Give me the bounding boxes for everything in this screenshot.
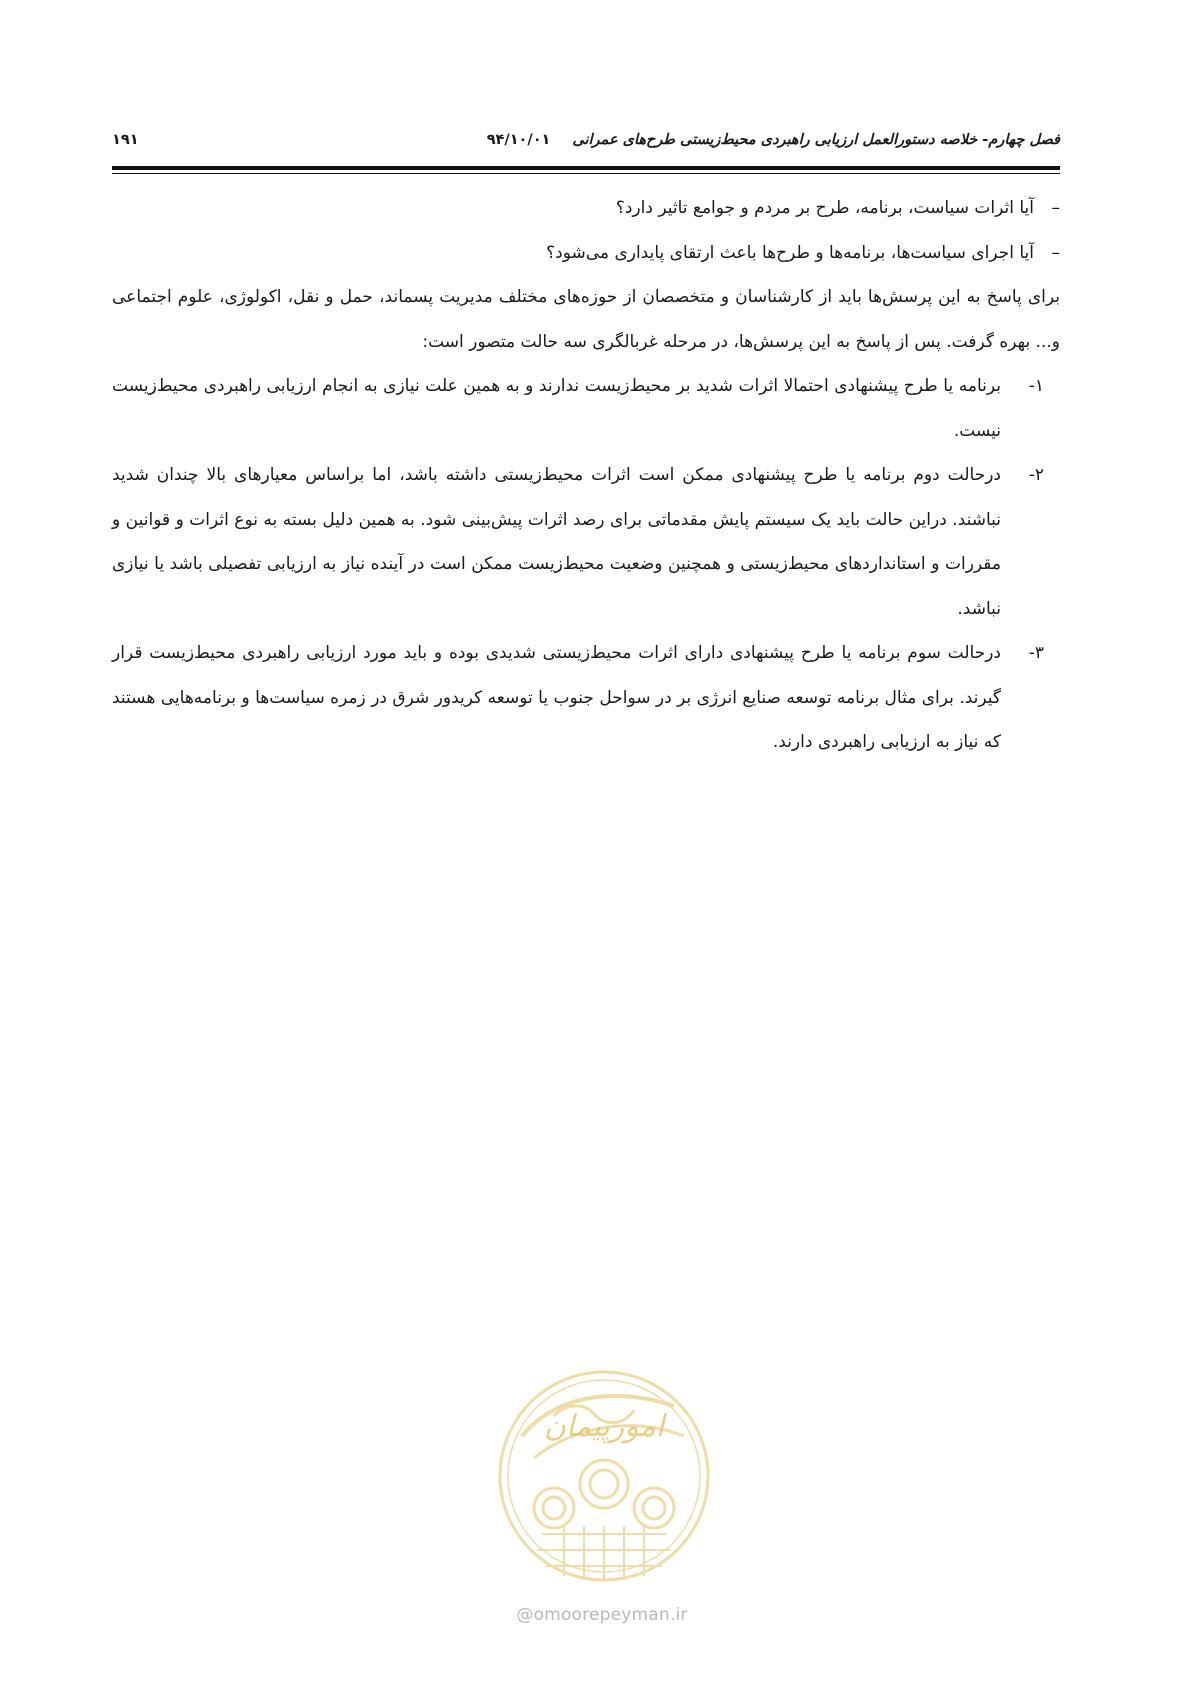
watermark-logo bbox=[494, 1366, 714, 1586]
bullet-text: آیا اثرات سیاست، برنامه، طرح بر مردم و جوامع تاثیر دارد؟ bbox=[615, 198, 1034, 218]
bullet-item bbox=[112, 231, 1060, 276]
header-rule-thick bbox=[112, 166, 1060, 170]
numbered-item bbox=[112, 453, 1060, 631]
bullet-item bbox=[112, 186, 1060, 231]
numbered-item bbox=[112, 631, 1060, 765]
numbered-item bbox=[112, 364, 1060, 453]
item-number: ۱- bbox=[1028, 376, 1044, 396]
item-number: ۲- bbox=[1028, 465, 1044, 485]
bullet-text: آیا اجرای سیاست‌ها، برنامه‌ها و طرح‌ها باعث ارتقای پایداری می‌شود؟ bbox=[546, 242, 1034, 263]
watermark-logo-text: امورپیمان bbox=[543, 1409, 665, 1444]
page-number: ۱۹۱ bbox=[112, 132, 139, 148]
chapter-title bbox=[487, 132, 1060, 148]
chapter-title-text: فصل چهارم- خلاصه دستورالعمل ارزیابی راهبردی محیط‌زیستی طرح‌های عمرانی bbox=[572, 132, 1060, 148]
item-number: ۳- bbox=[1028, 643, 1044, 663]
watermark-website: @omoorepeyman.ir bbox=[516, 1605, 688, 1625]
item-text: برنامه یا طرح پیشنهادی احتمالا اثرات شدید بر محیط‌زیست ندارند و به همین علت نیازی به انجام ارزیابی راهبردی محیط‌زیست نیست. bbox=[112, 376, 1001, 441]
bullet-dash: – bbox=[1051, 198, 1060, 218]
intro-paragraph: برای پاسخ به این پرسش‌ها باید از کارشناسان و متخصصان از حوزه‌های مختلف مدیریت پسماند، حمل و نقل، اکولوژی، علوم اجتماعی و... بهره گرفت. پس از پاسخ به این پرسش‌ها، در مرحله غربالگری سه حالت متصور است: bbox=[112, 287, 1060, 352]
item-text: درحالت سوم برنامه یا طرح پیشنهادی دارای اثرات محیط‌زیستی شدیدی بوده و باید مورد ارزیابی راهبردی محیط‌زیست قرار گیرند. برای مثال برنامه توسعه صنایع انرژی بر در سواحل جنوب یا توسعه کریدور شرق در زمره سیاست‌ها و برنامه‌هایی هستند که نیاز به ارزیابی راهبردی دارند. bbox=[112, 643, 1001, 752]
item-text: درحالت دوم برنامه یا طرح پیشنهادی ممکن است اثرات محیط‌زیستی داشته باشد، اما براساس معیارهای بالا چندان شدید نباشند. دراین حالت باید یک سیستم پایش مقدماتی برای رصد اثرات پیش‌بینی شود. به همین دلیل بسته به نوع اثرات و قوانین و مقررات و استانداردهای محیط‌زیستی و همچنین وضعیت محیط‌زیست ممکن است در آینده نیاز به ارزیابی تفصیلی باشد یا نیازی نباشد. bbox=[112, 465, 1001, 619]
header-rule-thin bbox=[112, 173, 1060, 174]
page-body bbox=[112, 186, 1060, 765]
header-date: ۹۴/۱۰/۰۱ bbox=[486, 132, 551, 148]
bullet-dash: – bbox=[1051, 242, 1060, 263]
page-header bbox=[112, 128, 1060, 156]
